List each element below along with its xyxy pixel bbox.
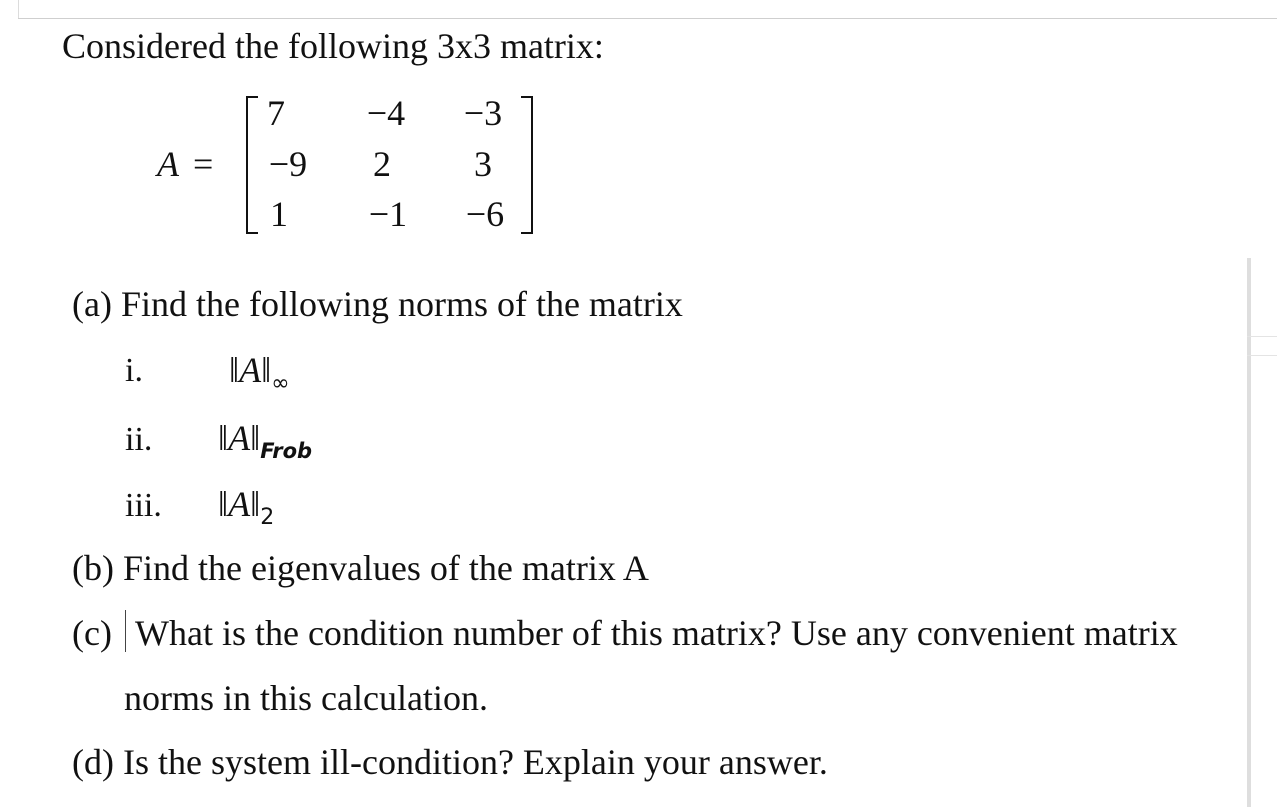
text-cursor: [125, 610, 126, 652]
part-c-line2: norms in this calculation.: [124, 678, 488, 718]
frame-tick: [18, 0, 19, 18]
matrix-cell: −1: [368, 194, 408, 234]
matrix-label: [157, 146, 213, 182]
norm-expression: ‖A‖: [218, 418, 261, 458]
equals-sign: =: [193, 144, 214, 184]
infinity-norm: [229, 352, 290, 395]
part-a-text: (a) Find the following norms of the matrix: [72, 284, 683, 324]
norm-subscript: Frob: [260, 439, 313, 463]
numeral-iii: iii.: [125, 487, 162, 524]
matrix-cell: 7: [267, 93, 285, 133]
matrix-cell: −6: [465, 194, 505, 234]
part-c-label: (c): [72, 613, 112, 653]
norm-subscript: 2: [260, 505, 275, 530]
matrix-cell: −9: [268, 144, 308, 184]
part-b-text: Find the eigenvalues of the matrix A: [122, 548, 649, 588]
matrix-name: A: [157, 144, 179, 184]
part-c-line1: What is the condition number of this matrix? Use any convenient matrix: [135, 613, 1178, 653]
matrix-cell: 1: [270, 194, 288, 234]
numeral-ii: ii.: [125, 421, 153, 458]
part-d: [72, 744, 828, 780]
matrix-cell: −3: [463, 93, 503, 133]
intro-text: Considered the following 3x3 matrix:: [62, 26, 604, 66]
two-norm: [218, 486, 274, 529]
norm-expression: ‖A‖: [229, 350, 272, 390]
frobenius-norm: [218, 420, 312, 462]
part-b: [72, 550, 649, 586]
part-d-label: (d): [72, 742, 114, 782]
matrix-cell: 2: [373, 144, 391, 184]
numeral-i: i.: [125, 352, 143, 389]
frame-top-border: [18, 18, 1277, 19]
matrix-cell: 3: [474, 144, 492, 184]
matrix-cell: −4: [366, 93, 406, 133]
norm-subscript: ∞: [271, 371, 290, 396]
frame-notch: [1247, 336, 1277, 356]
norm-expression: ‖A‖: [218, 484, 261, 524]
part-d-text: Is the system ill-condition? Explain your answer.: [122, 742, 828, 782]
part-b-label: (b): [72, 548, 114, 588]
